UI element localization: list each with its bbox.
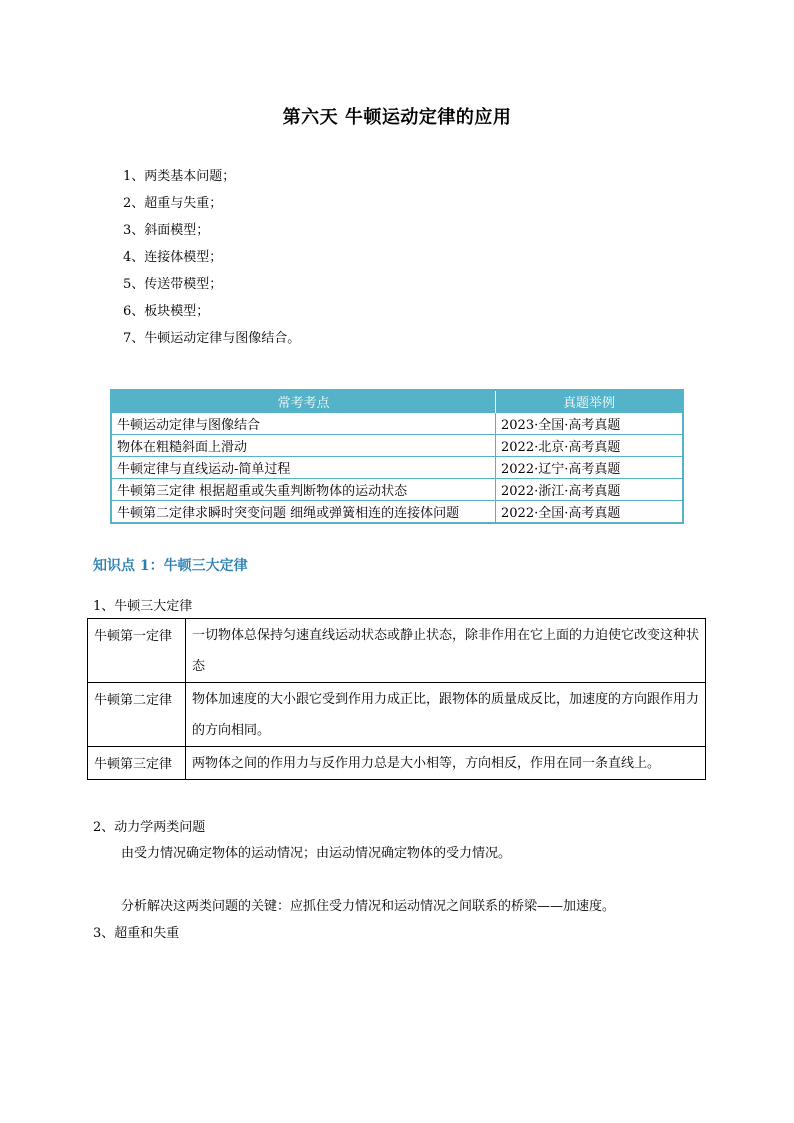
law-name-cell: 牛顿第二定律 [88,683,186,747]
law-name-cell: 牛顿第一定律 [88,619,186,683]
law-desc-cell: 一切物体总保持匀速直线运动状态或静止状态，除非作用在它上面的力迫使它改变这种状态 [186,619,706,683]
exam-point-cell: 牛顿第二定律求瞬时突变问题 细绳或弹簧相连的连接体问题 [111,501,496,524]
table-row [111,501,683,524]
exam-example-cell: 2022·全国·高考真题 [496,501,684,524]
exam-points-table [110,389,684,524]
page-title: 第六天 牛顿运动定律的应用 [282,107,512,128]
table-row [111,413,683,435]
table-row [88,619,706,683]
table-row [111,479,683,501]
section-heading: 2、动力学两类问题 [93,820,206,835]
topic-item: 4、连接体模型； [123,250,223,265]
exam-point-cell: 牛顿第三定律 根据超重或失重判断物体的运动状态 [111,479,496,501]
table-row [88,683,706,747]
exam-example-cell: 2022·辽宁·高考真题 [496,457,684,479]
topic-item: 2、超重与失重； [123,196,223,211]
exam-point-cell: 牛顿运动定律与图像结合 [111,413,496,435]
topic-item: 3、斜面模型； [123,223,210,238]
paragraph: 由受力情况确定物体的运动情况；由运动情况确定物体的受力情况。 [121,846,512,861]
header-exam-point: 常考考点 [111,390,496,413]
table-row [111,457,683,479]
exam-point-cell: 物体在粗糙斜面上滑动 [111,435,496,457]
exam-example-cell: 2022·浙江·高考真题 [496,479,684,501]
topic-item: 5、传送带模型； [123,277,223,292]
exam-example-cell: 2022·北京·高考真题 [496,435,684,457]
topic-list [123,167,300,356]
knowledge-point-heading: 知识点 1：牛顿三大定律 [93,558,248,574]
section-heading: 3、超重和失重 [93,926,180,941]
law-desc-cell: 两物体之间的作用力与反作用力总是大小相等，方向相反，作用在同一条直线上。 [186,747,706,780]
topic-item: 7、牛顿运动定律与图像结合。 [123,331,301,346]
exam-example-cell: 2023·全国·高考真题 [496,413,684,435]
header-exam-example: 真题举例 [496,390,684,413]
table-row [88,747,706,780]
law-name-cell: 牛顿第三定律 [88,747,186,780]
table-row [111,435,683,457]
section-heading: 1、牛顿三大定律 [93,599,193,614]
topic-item: 1、两类基本问题； [123,169,236,184]
exam-point-cell: 牛顿定律与直线运动-简单过程 [111,457,496,479]
law-desc-cell: 物体加速度的大小跟它受到作用力成正比，跟物体的质量成反比，加速度的方向跟作用力的方向相同。 [186,683,706,747]
table-header-row [111,390,683,413]
paragraph: 分析解决这两类问题的关键：应抓住受力情况和运动情况之间联系的桥梁——加速度。 [121,899,616,914]
newton-laws-table [87,618,706,780]
topic-item: 6、板块模型； [123,304,210,319]
